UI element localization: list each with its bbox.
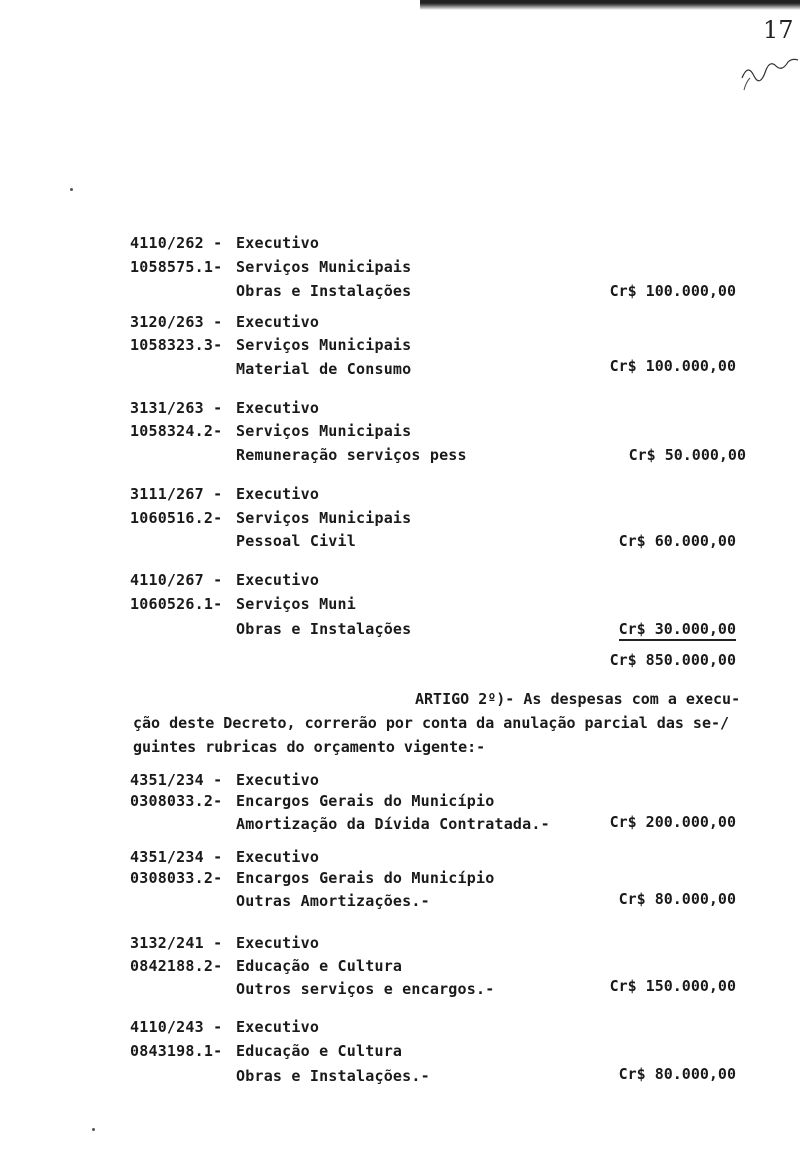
top-edge-rule: [420, 0, 800, 10]
entry-title: Executivo: [236, 1018, 320, 1036]
entry-title: Executivo: [236, 313, 320, 331]
entry-amount: Cr$ 80.000,00: [618, 1065, 736, 1083]
entry-code-1: 3111/267 -: [130, 485, 232, 503]
entry-title: Executivo: [236, 934, 320, 952]
entry-item: Material de Consumo: [236, 360, 412, 378]
scan-speck: [92, 1128, 95, 1131]
entry-code-2: 1060526.1-: [130, 595, 232, 613]
page-number: 17: [763, 16, 794, 44]
entry-code-2: 1058324.2-: [130, 422, 232, 440]
scan-speck: [70, 188, 73, 191]
article-text-line: guintes rubricas do orçamento vigente:-: [133, 738, 486, 756]
entry-service: Educação e Cultura: [236, 1042, 403, 1060]
entry-code-2: 1058575.1-: [130, 258, 232, 276]
entry-service: Serviços Municipais: [236, 336, 412, 354]
entry-item: Obras e Instalações: [236, 620, 412, 638]
entry-item: Outras Amortizações.-: [236, 892, 430, 910]
entry-service: Encargos Gerais do Município: [236, 869, 495, 887]
entry-code-1: 4351/234 -: [130, 848, 232, 866]
entry-amount: Cr$ 80.000,00: [618, 890, 736, 908]
entry-amount: Cr$ 150.000,00: [609, 977, 736, 995]
entry-service: Serviços Municipais: [236, 509, 412, 527]
entry-amount: Cr$ 100.000,00: [609, 282, 736, 300]
entry-code-1: 4110/243 -: [130, 1018, 232, 1036]
entry-title: Executivo: [236, 771, 320, 789]
article-text-line: ção deste Decreto, correrão por conta da anulação parcial das se-/: [133, 714, 730, 732]
entry-service: Educação e Cultura: [236, 957, 403, 975]
article-heading-line: ARTIGO 2º)- As despesas com a execu-: [415, 690, 741, 708]
entry-item: Amortização da Dívida Contratada.-: [236, 815, 550, 833]
entry-service: Serviços Muni: [236, 595, 356, 613]
entry-title: Executivo: [236, 571, 320, 589]
entry-title: Executivo: [236, 485, 320, 503]
entry-title: Executivo: [236, 399, 320, 417]
entry-code-2: 0308033.2-: [130, 792, 232, 810]
entry-service: Encargos Gerais do Município: [236, 792, 495, 810]
total-amount: Cr$ 850.000,00: [609, 651, 736, 669]
entry-code-2: 1058323.3-: [130, 336, 232, 354]
entry-title: Executivo: [236, 848, 320, 866]
entry-code-1: 4110/267 -: [130, 571, 232, 589]
entry-code-1: 4110/262 -: [130, 234, 232, 252]
entry-code-2: 0843198.1-: [130, 1042, 232, 1060]
entry-amount: Cr$ 200.000,00: [609, 813, 736, 831]
entry-code-1: 3132/241 -: [130, 934, 232, 952]
entry-amount: Cr$ 60.000,00: [618, 532, 736, 550]
entry-code-1: 3131/263 -: [130, 399, 232, 417]
entry-service: Serviços Municipais: [236, 258, 412, 276]
entry-item: Obras e Instalações.-: [236, 1067, 430, 1085]
entry-item: Outros serviços e encargos.-: [236, 980, 495, 998]
entry-code-2: 0842188.2-: [130, 957, 232, 975]
entry-item: Remuneração serviços pess: [236, 446, 467, 464]
entry-title: Executivo: [236, 234, 320, 252]
entry-item: Obras e Instalações: [236, 282, 412, 300]
entry-amount: [496, 620, 736, 638]
handwritten-initial-icon: [740, 48, 800, 93]
entry-code-1: 4351/234 -: [130, 771, 232, 789]
entry-code-2: 1060516.2-: [130, 509, 232, 527]
entry-amount: Cr$ 50.000,00: [628, 446, 746, 464]
entry-code-1: 3120/263 -: [130, 313, 232, 331]
entry-item: Pessoal Civil: [236, 532, 356, 550]
underlined-amount: Cr$ 30.000,00: [619, 620, 736, 641]
entry-code-2: 0308033.2-: [130, 869, 232, 887]
entry-amount: Cr$ 100.000,00: [609, 357, 736, 375]
entry-service: Serviços Municipais: [236, 422, 412, 440]
